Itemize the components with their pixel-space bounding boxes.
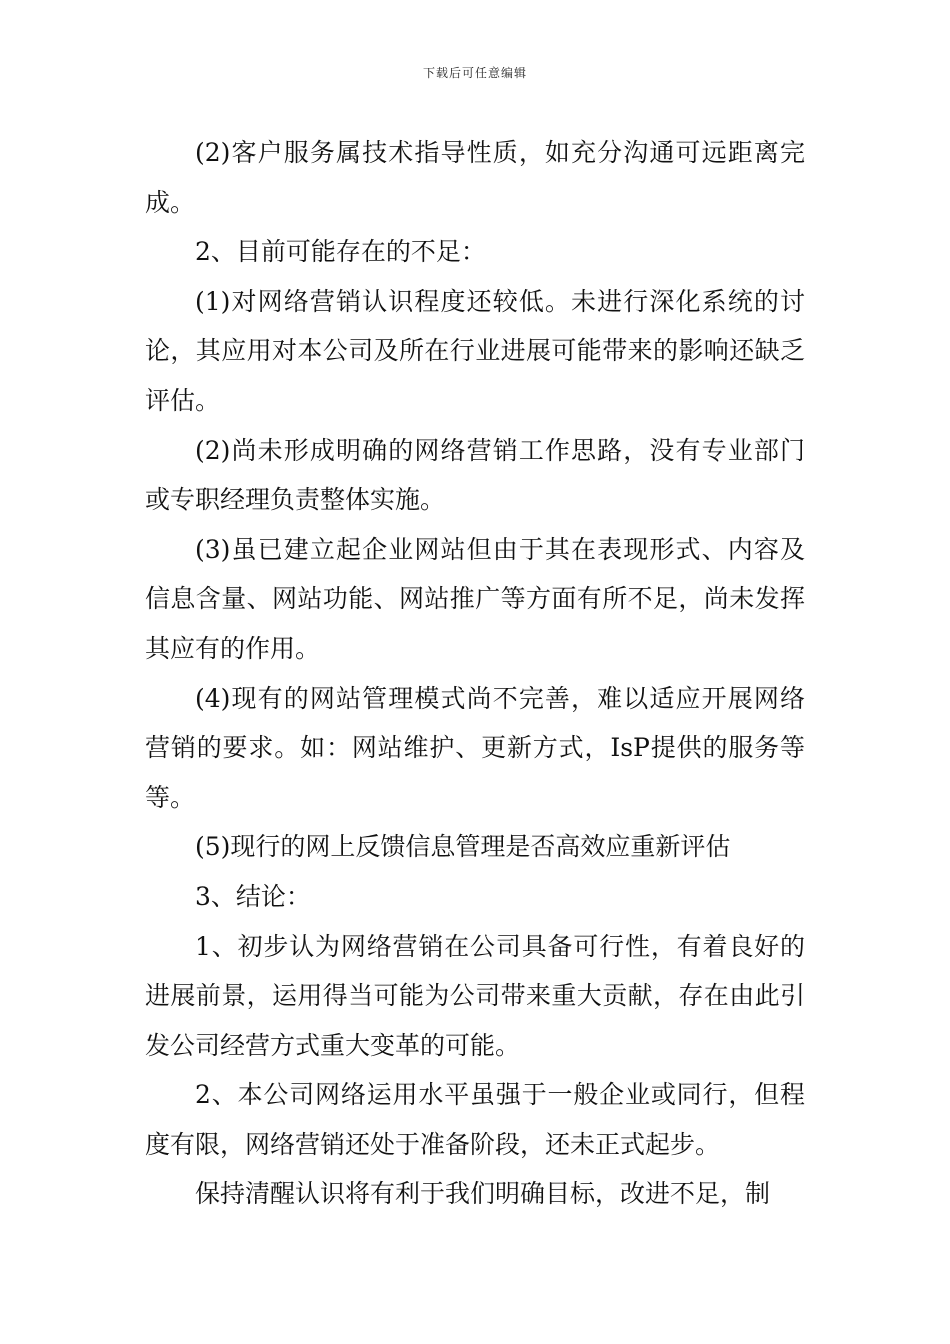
page-header: 下载后可任意编辑: [422, 66, 527, 80]
paragraph-conclusion-1: 1、初步认为网络营销在公司具备可行性，有着良好的进展前景，运用得当可能为公司带来重大贡献，存在由此引发公司经营方式重大变革的可能。: [145, 931, 805, 1060]
paragraph-shortcoming-4: (4)现有的网站管理模式尚不完善，难以适应开展网络营销的要求。如：网站维护、更新方式，IsP提供的服务等等。: [145, 683, 805, 812]
paragraph-shortcoming-2: (2)尚未形成明确的网络营销工作思路，没有专业部门或专职经理负责整体实施。: [145, 435, 805, 515]
paragraph-conclusion-2: 2、本公司网络运用水平虽强于一般企业或同行，但程度有限，网络营销还处于准备阶段，还未正式起步。: [145, 1080, 805, 1159]
paragraph-shortcoming-3: (3)虽已建立起企业网站但由于其在表现形式、内容及信息含量、网站功能、网站推广等方面有所不足，尚未发挥其应有的作用。: [145, 534, 805, 663]
paragraph-closing: 保持清醒认识将有利于我们明确目标，改进不足，制: [195, 1179, 771, 1209]
paragraph-shortcoming-5: (5)现行的网上反馈信息管理是否高效应重新评估: [195, 832, 731, 862]
section-heading-shortcomings: 2、目前可能存在的不足：: [195, 237, 486, 267]
paragraph-shortcoming-1: (1)对网络营销认识程度还较低。未进行深化系统的讨论，其应用对本公司及所在行业进展可能带来的影响还缺乏评估。: [145, 286, 805, 415]
document-body: [145, 128, 805, 1219]
paragraph-customer-service: (2)客户服务属技术指导性质，如充分沟通可远距离完成。: [145, 138, 805, 217]
section-heading-conclusion: 3、结论：: [195, 881, 311, 911]
